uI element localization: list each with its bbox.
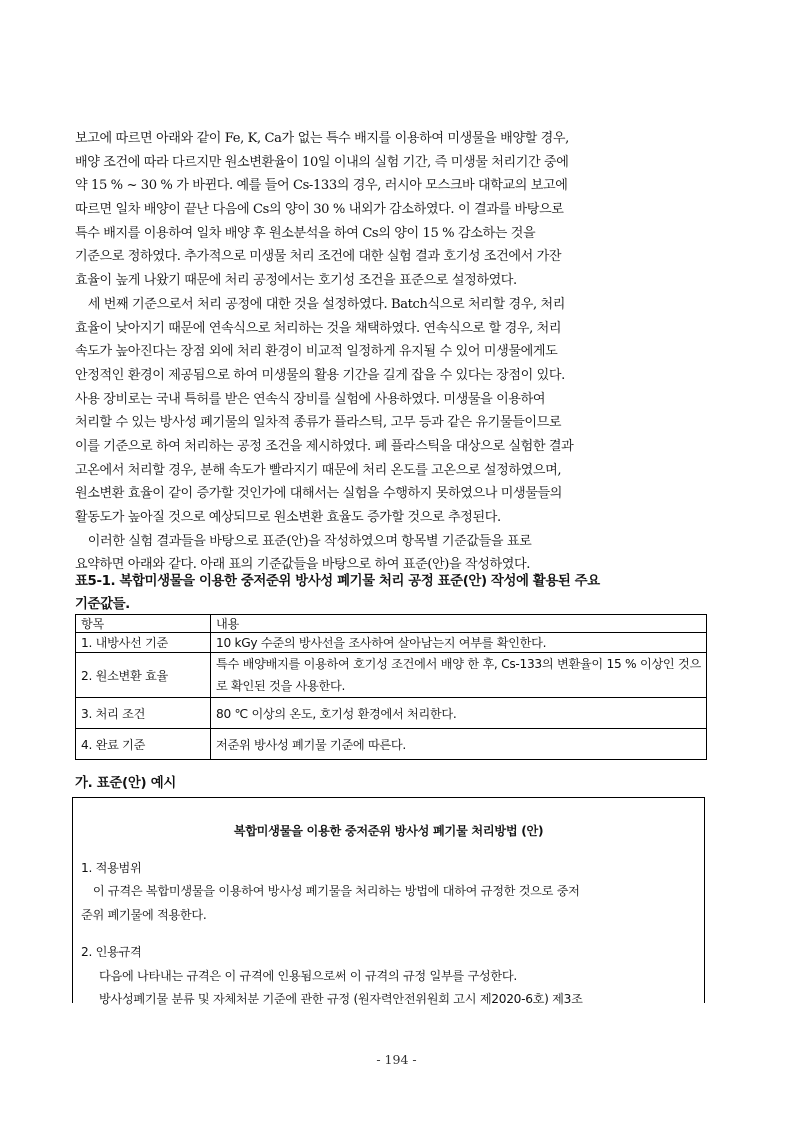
body-line: 원소변환 효율이 같이 증가할 것인가에 대해서는 실험을 수행하지 못하였으나 미생물들의 [75,486,563,502]
body-line: 고온에서 처리할 경우, 분해 속도가 빨라지기 때문에 처리 온도를 고온으로 설정하였으며, [75,462,562,478]
body-text [75,127,725,577]
body-line: 특수 배지를 이용하여 일차 배양 후 원소분석을 하여 Cs의 양이 15 % 감소하는 것을 [75,225,536,241]
row-content: 10 kGy 수준의 방사선을 조사하여 살아남는지 여부를 확인한다. [211,633,707,653]
page-number: - 194 - [376,1052,417,1067]
row-item: 3. 처리 조건 [76,698,211,729]
body-line: 따르면 일차 배양이 끝난 다음에 Cs의 양이 30 % 내외가 감소하였다. 이 결과를 바탕으로 [75,202,564,218]
row-item: 1. 내방사선 기준 [76,633,211,653]
table-row [76,653,707,698]
row-item: 2. 원소변환 효율 [76,653,211,698]
body-line: 안정적인 환경이 제공됨으로 하여 미생물의 활용 기간을 길게 잡을 수 있다는 장점이 있다. [75,367,565,383]
row-content: 특수 배양배지를 이용하여 호기성 조건에서 배양 한 후, Cs-133의 변환율이 15 % 이상인 것으로 확인된 것을 사용한다. [211,653,707,698]
body-line: 처리할 수 있는 방사성 폐기물의 일차적 종류가 플라스틱, 고무 등과 같은 유기물들이므로 [75,415,562,431]
body-line: 이러한 실험 결과들을 바탕으로 표준(안)을 작성하였으며 항목별 기준값들을 표로 [75,533,532,549]
body-line: 배양 조건에 따라 다르지만 원소변환율이 10일 이내의 실험 기간, 즉 미생물 처리기간 중에 [75,154,569,170]
references-text-line1: 다음에 나타내는 규격은 이 규격에 인용됨으로써 이 규격의 규정 일부를 구성한다. [99,969,517,983]
table-caption-line2: 기준값들. [75,597,130,612]
body-line: 사용 장비로는 국내 특허를 받은 연속식 장비를 실험에 사용하였다. 미생물을 이용하여 [75,391,546,407]
body-line: 속도가 높아진다는 장점 외에 처리 환경이 비교적 일정하게 유지될 수 있어 미생물에게도 [75,344,558,360]
header-item: 항목 [76,615,211,633]
row-content: 80 ℃ 이상의 온도, 호기성 환경에서 처리한다. [211,698,707,729]
table-caption [75,570,725,616]
body-line: 약 15 % ~ 30 % 가 바뀐다. 예를 들어 Cs-133의 경우, 러시아 모스크바 대학교의 보고에 [75,178,568,194]
scope-heading: 1. 적용범위 [81,861,142,875]
body-line: 요약하면 아래와 같다. 아래 표의 기준값들을 바탕으로 하여 표준(안)을 작성하였다. [75,557,531,573]
table-caption-line1: 표5-1. 복합미생물을 이용한 중저준위 방사성 폐기물 처리 공정 표준(안) 작성에 활용된 주요 [75,574,600,589]
criteria-table [75,614,707,760]
body-line: 세 번째 기준으로서 처리 공정에 대한 것을 설정하였다. Batch식으로 처리할 경우, 처리 [75,296,566,312]
scope-text-line2: 준위 폐기물에 적용한다. [81,908,207,922]
row-item: 4. 완료 기준 [76,729,211,760]
references-heading: 2. 인용규격 [81,945,142,959]
standard-title: 복합미생물을 이용한 중저준위 방사성 폐기물 처리방법 (안) [233,824,544,838]
references-text-line2: 방사성폐기물 분류 및 자체처분 기준에 관한 규정 (원자력안전위원회 고시 제2020-6호) 제3조 [99,992,583,1006]
table-header-row [76,615,707,633]
table-row [76,729,707,760]
body-line: 효율이 높게 나왔기 때문에 처리 공정에서는 호기성 조건을 표준으로 설정하였다. [75,273,517,289]
scope-text-line1: 이 규격은 복합미생물을 이용하여 방사성 폐기물을 처리하는 방법에 대하여 규정한 것으로 중저 [81,884,580,898]
body-line: 활동도가 높아질 것으로 예상되므로 원소변환 효율도 증가할 것으로 추정된다. [75,510,501,525]
body-line: 이를 기준으로 하여 처리하는 공정 조건을 제시하였다. 폐 플라스틱을 대상으로 실험한 결과 [75,438,574,454]
table-row [76,698,707,729]
standard-example-box [72,797,705,1006]
section-heading: 가. 표준(안) 예시 [75,776,176,791]
body-line: 효율이 낮아지기 때문에 연속식으로 처리하는 것을 채택하였다. 연속식으로 할 경우, 처리 [75,320,562,336]
table-row [76,633,707,653]
body-line: 기준으로 정하였다. 추가적으로 미생물 처리 조건에 대한 실험 결과 호기성 조건에서 가잔 [75,249,562,265]
row-content: 저준위 방사성 폐기물 기준에 따른다. [211,729,707,760]
header-content: 내용 [211,615,707,633]
body-line: 보고에 따르면 아래와 같이 Fe, K, Ca가 없는 특수 배지를 이용하여 미생물을 배양할 경우, [75,131,569,146]
